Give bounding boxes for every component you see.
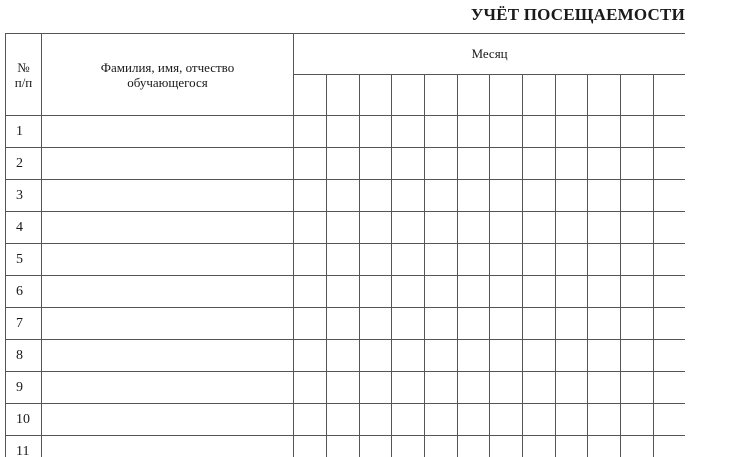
attendance-cell[interactable] (523, 340, 556, 372)
attendance-cell[interactable] (392, 404, 425, 436)
attendance-cell[interactable] (294, 212, 327, 244)
attendance-cell[interactable] (294, 116, 327, 148)
attendance-cell[interactable] (360, 180, 392, 212)
attendance-cell[interactable] (621, 404, 654, 436)
header-number (6, 34, 42, 116)
attendance-cell[interactable] (621, 244, 654, 276)
attendance-cell[interactable] (294, 308, 327, 340)
attendance-cell[interactable] (588, 148, 621, 180)
attendance-cell[interactable] (425, 404, 458, 436)
attendance-cell[interactable] (654, 116, 686, 148)
attendance-cell[interactable] (621, 116, 654, 148)
attendance-sheet (5, 33, 685, 457)
attendance-cell[interactable] (392, 148, 425, 180)
day-column-cell[interactable] (425, 75, 458, 116)
header-number-abbr: п/п (14, 74, 33, 90)
attendance-cell[interactable] (425, 436, 458, 457)
attendance-cell[interactable] (588, 308, 621, 340)
table-row (6, 276, 686, 308)
attendance-cell[interactable] (425, 276, 458, 308)
row-number: 8 (6, 340, 42, 372)
attendance-cell[interactable] (360, 340, 392, 372)
table-row (6, 308, 686, 340)
attendance-cell[interactable] (360, 404, 392, 436)
document-title: УЧЁТ ПОСЕЩАЕМОСТИ (470, 5, 685, 24)
attendance-cell[interactable] (327, 340, 360, 372)
attendance-cell[interactable] (654, 372, 686, 404)
attendance-cell[interactable] (654, 340, 686, 372)
attendance-cell[interactable] (425, 244, 458, 276)
row-number: 3 (6, 180, 42, 212)
table-body (6, 116, 686, 457)
attendance-cell[interactable] (490, 340, 523, 372)
attendance-cell[interactable] (360, 244, 392, 276)
attendance-cell[interactable] (654, 148, 686, 180)
attendance-cell[interactable] (556, 116, 588, 148)
row-number: 11 (6, 436, 42, 457)
header-number-sign: № (17, 59, 30, 75)
attendance-cell[interactable] (523, 404, 556, 436)
table-row (6, 372, 686, 404)
attendance-cell[interactable] (523, 180, 556, 212)
attendance-cell[interactable] (327, 372, 360, 404)
student-name-cell[interactable] (42, 212, 294, 244)
table-row (6, 244, 686, 276)
attendance-cell[interactable] (523, 276, 556, 308)
attendance-cell[interactable] (556, 180, 588, 212)
attendance-cell[interactable] (294, 436, 327, 457)
attendance-cell[interactable] (425, 308, 458, 340)
attendance-cell[interactable] (621, 148, 654, 180)
day-column-cell[interactable] (523, 75, 556, 116)
day-column-cell[interactable] (654, 75, 686, 116)
attendance-cell[interactable] (425, 148, 458, 180)
student-name-cell[interactable] (42, 180, 294, 212)
attendance-cell[interactable] (556, 244, 588, 276)
attendance-cell[interactable] (458, 308, 490, 340)
attendance-cell[interactable] (654, 404, 686, 436)
student-name-cell[interactable] (42, 276, 294, 308)
attendance-cell[interactable] (556, 372, 588, 404)
attendance-cell[interactable] (588, 116, 621, 148)
attendance-cell[interactable] (588, 372, 621, 404)
attendance-cell[interactable] (556, 404, 588, 436)
attendance-cell[interactable] (556, 148, 588, 180)
table-row (6, 340, 686, 372)
row-number: 1 (6, 116, 42, 148)
attendance-cell[interactable] (360, 308, 392, 340)
table-row (6, 212, 686, 244)
student-name-cell[interactable] (42, 116, 294, 148)
attendance-cell[interactable] (360, 436, 392, 457)
attendance-cell[interactable] (523, 244, 556, 276)
student-name-cell[interactable] (42, 340, 294, 372)
attendance-cell[interactable] (621, 276, 654, 308)
header-name-line1: Фамилия, имя, отчество (100, 59, 235, 75)
day-column-cell[interactable] (294, 75, 327, 116)
attendance-cell[interactable] (490, 404, 523, 436)
student-name-cell[interactable] (42, 436, 294, 457)
attendance-cell[interactable] (621, 372, 654, 404)
attendance-cell[interactable] (392, 244, 425, 276)
attendance-cell[interactable] (523, 436, 556, 457)
attendance-cell[interactable] (294, 340, 327, 372)
attendance-cell[interactable] (327, 404, 360, 436)
attendance-cell[interactable] (588, 212, 621, 244)
header-student-name (42, 34, 294, 116)
table-row (6, 148, 686, 180)
attendance-cell[interactable] (490, 436, 523, 457)
attendance-cell[interactable] (523, 212, 556, 244)
attendance-cell[interactable] (392, 308, 425, 340)
day-column-cell[interactable] (392, 75, 425, 116)
attendance-cell[interactable] (360, 372, 392, 404)
attendance-cell[interactable] (327, 308, 360, 340)
attendance-cell[interactable] (490, 180, 523, 212)
table-row (6, 404, 686, 436)
attendance-cell[interactable] (523, 372, 556, 404)
attendance-cell[interactable] (458, 372, 490, 404)
day-column-cell[interactable] (360, 75, 392, 116)
attendance-cell[interactable] (490, 244, 523, 276)
attendance-cell[interactable] (458, 436, 490, 457)
attendance-cell[interactable] (458, 244, 490, 276)
attendance-cell[interactable] (327, 116, 360, 148)
table-row (6, 116, 686, 148)
attendance-cell[interactable] (588, 404, 621, 436)
attendance-cell[interactable] (425, 180, 458, 212)
attendance-cell[interactable] (327, 244, 360, 276)
row-number: 6 (6, 276, 42, 308)
day-column-cell[interactable] (327, 75, 360, 116)
attendance-cell[interactable] (458, 404, 490, 436)
row-number: 9 (6, 372, 42, 404)
student-name-cell[interactable] (42, 308, 294, 340)
table-row (6, 436, 686, 457)
row-number: 10 (6, 404, 42, 436)
header-name-line2: обучающегося (127, 74, 208, 90)
attendance-cell[interactable] (556, 340, 588, 372)
attendance-cell[interactable] (621, 180, 654, 212)
attendance-cell[interactable] (327, 180, 360, 212)
attendance-cell[interactable] (294, 180, 327, 212)
attendance-cell[interactable] (654, 436, 686, 457)
attendance-cell[interactable] (523, 148, 556, 180)
attendance-cell[interactable] (556, 276, 588, 308)
attendance-cell[interactable] (490, 276, 523, 308)
attendance-cell[interactable] (425, 116, 458, 148)
attendance-cell[interactable] (490, 212, 523, 244)
attendance-cell[interactable] (654, 276, 686, 308)
day-column-cell[interactable] (458, 75, 490, 116)
attendance-cell[interactable] (294, 404, 327, 436)
attendance-cell[interactable] (490, 116, 523, 148)
attendance-cell[interactable] (654, 244, 686, 276)
attendance-cell[interactable] (294, 276, 327, 308)
attendance-cell[interactable] (588, 276, 621, 308)
attendance-cell[interactable] (392, 372, 425, 404)
student-name-cell[interactable] (42, 404, 294, 436)
attendance-cell[interactable] (588, 340, 621, 372)
table-row (6, 180, 686, 212)
attendance-cell[interactable] (588, 436, 621, 457)
attendance-cell[interactable] (654, 308, 686, 340)
attendance-cell[interactable] (556, 212, 588, 244)
attendance-cell[interactable] (360, 148, 392, 180)
day-column-cell[interactable] (556, 75, 588, 116)
attendance-cell[interactable] (294, 148, 327, 180)
attendance-cell[interactable] (490, 372, 523, 404)
student-name-cell[interactable] (42, 244, 294, 276)
attendance-cell[interactable] (556, 436, 588, 457)
attendance-cell[interactable] (327, 436, 360, 457)
attendance-cell[interactable] (392, 180, 425, 212)
row-number: 5 (6, 244, 42, 276)
attendance-cell[interactable] (458, 180, 490, 212)
attendance-cell[interactable] (392, 212, 425, 244)
attendance-cell[interactable] (458, 148, 490, 180)
attendance-cell[interactable] (425, 340, 458, 372)
day-column-cell[interactable] (621, 75, 654, 116)
attendance-cell[interactable] (425, 372, 458, 404)
attendance-cell[interactable] (621, 436, 654, 457)
attendance-cell[interactable] (392, 436, 425, 457)
attendance-cell[interactable] (621, 340, 654, 372)
attendance-cell[interactable] (523, 116, 556, 148)
attendance-cell[interactable] (458, 276, 490, 308)
attendance-cell[interactable] (458, 340, 490, 372)
day-column-cell[interactable] (588, 75, 621, 116)
row-number: 4 (6, 212, 42, 244)
attendance-cell[interactable] (490, 148, 523, 180)
row-number: 2 (6, 148, 42, 180)
attendance-cell[interactable] (556, 308, 588, 340)
attendance-cell[interactable] (327, 212, 360, 244)
attendance-table (5, 33, 685, 457)
attendance-cell[interactable] (621, 308, 654, 340)
attendance-cell[interactable] (294, 244, 327, 276)
attendance-cell[interactable] (294, 372, 327, 404)
attendance-cell[interactable] (490, 308, 523, 340)
attendance-cell[interactable] (523, 308, 556, 340)
attendance-cell[interactable] (654, 212, 686, 244)
header-month: Месяц (294, 34, 686, 75)
attendance-cell[interactable] (392, 276, 425, 308)
student-name-cell[interactable] (42, 148, 294, 180)
attendance-cell[interactable] (327, 276, 360, 308)
row-number: 7 (6, 308, 42, 340)
attendance-cell[interactable] (360, 276, 392, 308)
day-column-cell[interactable] (490, 75, 523, 116)
attendance-cell[interactable] (621, 212, 654, 244)
header-row (6, 34, 686, 75)
attendance-cell[interactable] (425, 212, 458, 244)
student-name-cell[interactable] (42, 372, 294, 404)
attendance-cell[interactable] (392, 340, 425, 372)
attendance-cell[interactable] (588, 180, 621, 212)
attendance-cell[interactable] (654, 180, 686, 212)
attendance-cell[interactable] (392, 116, 425, 148)
attendance-cell[interactable] (360, 212, 392, 244)
attendance-cell[interactable] (327, 148, 360, 180)
attendance-cell[interactable] (588, 244, 621, 276)
attendance-cell[interactable] (360, 116, 392, 148)
attendance-cell[interactable] (458, 116, 490, 148)
attendance-cell[interactable] (458, 212, 490, 244)
